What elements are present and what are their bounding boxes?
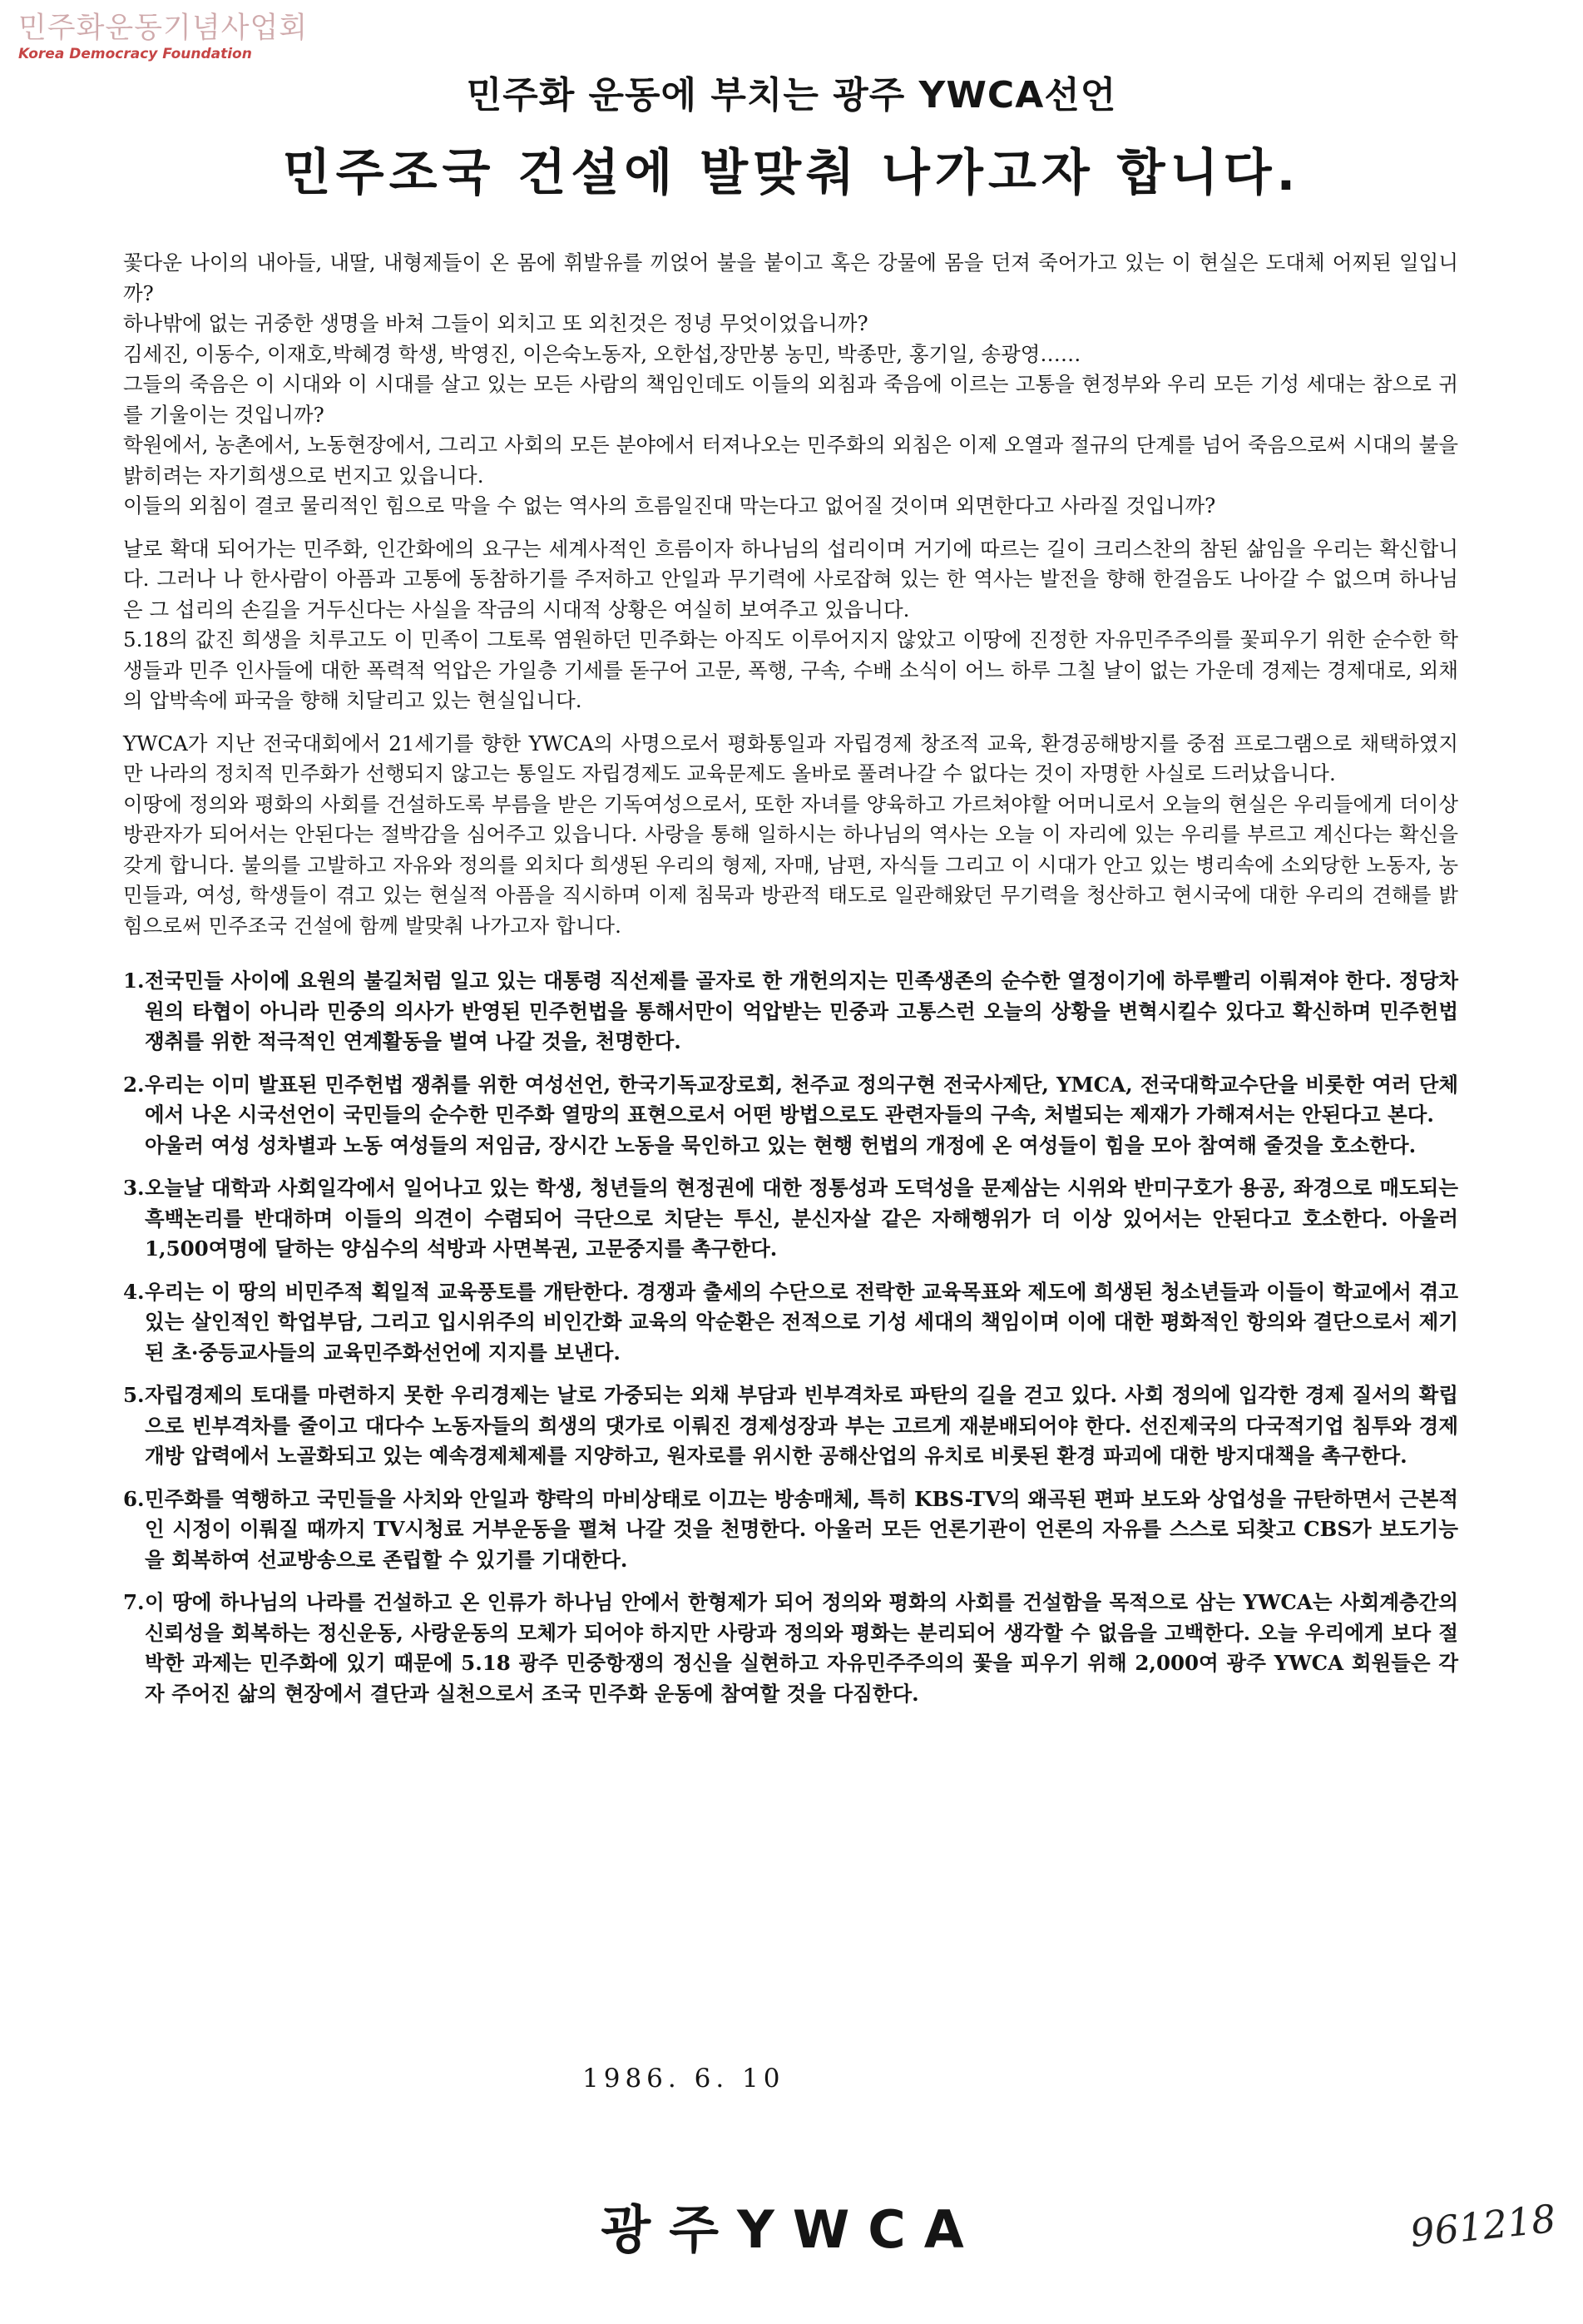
watermark-logo [18, 12, 308, 63]
resolution-item-1 [123, 966, 1458, 1058]
section2-paragraph: 날로 확대 되어가는 민주화, 인간화에의 요구는 세계사적인 흐름이자 하나님의 섭리이며 거기에 따르는 길이 크리스찬의 참된 삶임을 우리는 확신합니다. 그러나 나 한사람이 아픔과 고통에 동참하기를 주저하고 안일과 무기력에 사로잡혀 있는 한 역사는 발전을 향해 한걸음도 나아갈 수 없으며 하나님은 그 섭리의 손길을 거두신다는 사실을 작금의 시대적 상황은 여실히 보여주고 있읍니다. [123, 536, 1458, 622]
item-text: 전국민들 사이에 요원의 불길처럼 일고 있는 대통령 직선제를 골자로 한 개헌의지는 민족생존의 순수한 열정이기에 하루빨리 이뤄져야 한다. 정당차원의 타협이 아니라 민중의 의사가 반영된 민주헌법을 통해서만이 억압받는 민중과 고통스런 오늘의 상황을 변혁시킬수 있다고 확신하며 민주헌법 쟁취를 위한 적극적인 연계활동을 벌여 나갈 것을, 천명한다. [145, 969, 1458, 1053]
resolution-item-2 [123, 1070, 1458, 1162]
item-text: 우리는 이미 발표된 민주헌법 쟁취를 위한 여성선언, 한국기독교장로회, 천주교 정의구현 전국사제단, YMCA, 전국대학교수단을 비롯한 여러 단체에서 나온 시국선언이 국민들의 순수한 민주화 열망의 표현으로서 어떤 방법으로도 관련자들의 구속, 처벌되는 제재가 가해져서는 안된다고 본다. [145, 1072, 1458, 1127]
watermark-english: Korea Democracy Foundation [18, 46, 252, 62]
resolution-item-6 [123, 1484, 1458, 1576]
intro-paragraph: 이들의 외침이 결코 물리적인 힘으로 막을 수 없는 역사의 흐름일진대 막는다고 없어질 것이며 외면한다고 사라질 것입니까? [123, 493, 1216, 518]
handwritten-note: 961218 [1407, 2195, 1558, 2257]
signature-organization: 광주YWCA [601, 2199, 982, 2260]
item-text-block [145, 1070, 1458, 1162]
resolution-item-5 [123, 1380, 1458, 1472]
intro-paragraph: 하나밖에 없는 귀중한 생명을 바쳐 그들이 외치고 또 외친것은 정녕 무엇이었읍니까? [123, 311, 868, 335]
item-text: 우리는 이 땅의 비민주적 획일적 교육풍토를 개탄한다. 경쟁과 출세의 수단으로 전락한 교육목표와 제도에 희생된 청소년들과 이들이 학교에서 겪고 있는 살인적인 학업부담, 그리고 입시위주의 비인간화 교육의 악순환은 전적으로 기성 세대의 책임이며 이에 대한 평화적인 항의와 결단으로서 제기된 초·중등교사들의 교육민주화선언에 지지를 보낸다. [145, 1279, 1458, 1365]
item-text-continued: 아울러 여성 성차별과 노동 여성들의 저임금, 장시간 노동을 묵인하고 있는 현행 헌법의 개정에 온 여성들이 힘을 모아 참여해 줄것을 호소한다. [145, 1132, 1417, 1157]
intro-paragraph: 그들의 죽음은 이 시대와 이 시대를 살고 있는 모든 사람의 책임인데도 이들의 외침과 죽음에 이르는 고통을 현정부와 우리 모든 기성 세대는 참으로 귀를 기울이는 것입니까? [123, 372, 1458, 427]
intro-paragraph: 꽃다운 나이의 내아들, 내딸, 내형제들이 온 몸에 휘발유를 끼얹어 불을 붙이고 혹은 강물에 몸을 던져 죽어가고 있는 이 현실은 도대체 어찌된 일입니까? [123, 250, 1458, 305]
resolution-item-4 [123, 1277, 1458, 1369]
watermark-korean: 민주화운동기념사업회 [18, 12, 309, 45]
resolution-item-3 [123, 1173, 1458, 1265]
section3-paragraph: 이땅에 정의와 평화의 사회를 건설하도록 부름을 받은 기독여성으로서, 또한 자녀를 양육하고 가르쳐야할 어머니로서 오늘의 현실은 우리들에게 더이상 방관자가 되어서는 안된다는 절박감을 심어주고 있읍니다. 사랑을 통해 일하시는 하나님의 역사는 오늘 이 자리에 있는 우리를 부르고 계신다는 확신을 갖게 합니다. 불의를 고발하고 자유와 정의를 외치다 희생된 우리의 형제, 자매, 남편, 자식들 그리고 이 시대가 안고 있는 병리속에 소외당한 노동자, 농민들과, 여성, 학생들이 겪고 있는 현실적 아픔을 직시하며 이제 침묵과 방관적 태도로 일관해왔던 무기력을 청산하고 현시국에 대한 우리의 견해를 밝힘으로써 민주조국 건설에 함께 발맞춰 나가고자 합니다. [123, 791, 1458, 938]
item-number: 5. [123, 1383, 145, 1407]
item-text: 오늘날 대학과 사회일각에서 일어나고 있는 학생, 청년들의 현정권에 대한 정통성과 도덕성을 문제삼는 시위와 반미구호가 용공, 좌경으로 매도되는 흑백논리를 반대하며 이들의 의견이 수렴되어 극단으로 치닫는 투신, 분신자살 같은 자해행위가 더 이상 있어서는 안된다고 호소한다. 아울러 1,500여명에 달하는 양심수의 석방과 사면복권, 고문중지를 촉구한다. [145, 1176, 1458, 1261]
item-number: 2. [123, 1072, 145, 1097]
item-number: 4. [123, 1279, 145, 1304]
document-date: 1986. 6. 10 [582, 2064, 785, 2094]
document-body [123, 248, 1458, 1709]
item-number: 7. [123, 1590, 145, 1614]
intro-paragraph: 학원에서, 농촌에서, 노동현장에서, 그리고 사회의 모든 분야에서 터져나오는 민주화의 외침은 이제 오열과 절규의 단계를 넘어 죽음으로써 시대의 불을 밝히려는 자기희생으로 번지고 있읍니다. [123, 433, 1458, 488]
item-text: 자립경제의 토대를 마련하지 못한 우리경제는 날로 가중되는 외채 부담과 빈부격차로 파탄의 길을 걷고 있다. 사회 정의에 입각한 경제 질서의 확립으로 빈부격차를 줄이고 대다수 노동자들의 희생의 댓가로 이뤄진 경제성장과 부는 고르게 재분배되어야 한다. 선진제국의 다국적기업 침투와 경제개방 압력에서 노골화되고 있는 예속경제체제를 지양하고, 원자로를 위시한 공해산업의 유치로 비롯된 환경 파괴에 대한 방지대책을 촉구한다. [145, 1383, 1458, 1468]
item-number: 1. [123, 969, 145, 993]
item-text: 민주화를 역행하고 국민들을 사치와 안일과 향락의 마비상태로 이끄는 방송매체, 특히 KBS-TV의 왜곡된 편파 보도와 상업성을 규탄하면서 근본적인 시정이 이뤄질 때까지 TV시청료 거부운동을 펼쳐 나갈 것을 천명한다. 아울러 모든 언론기관이 언론의 자유를 스스로 되찾고 CBS가 보도기능을 회복하여 선교방송으로 존립할 수 있기를 기대한다. [145, 1486, 1458, 1572]
intro-paragraph: 김세진, 이동수, 이재호,박혜경 학생, 박영진, 이은숙노동자, 오한섭,장만봉 농민, 박종만, 홍기일, 송광영…… [123, 341, 1081, 366]
document-title-line2: 민주조국 건설에 발맞춰 나가고자 합니다. [282, 144, 1301, 202]
item-number: 3. [123, 1176, 145, 1200]
document-title-line1: 민주화 운동에 부치는 광주 YWCA선언 [466, 74, 1117, 116]
resolution-item-7 [123, 1588, 1458, 1709]
item-number: 6. [123, 1486, 145, 1511]
section3-paragraph: YWCA가 지난 전국대회에서 21세기를 향한 YWCA의 사명으로서 평화통일과 자립경제 창조적 교육, 환경공해방지를 중점 프로그램으로 채택하였지만 나라의 정치적 민주화가 선행되지 않고는 통일도 자립경제도 교육문제도 올바로 풀려나갈 수 없다는 것이 자명한 사실로 드러났읍니다. [123, 731, 1458, 785]
item-text: 이 땅에 하나님의 나라를 건설하고 온 인류가 하나님 안에서 한형제가 되어 정의와 평화의 사회를 건설함을 목적으로 삼는 YWCA는 사회계층간의 신뢰성을 회복하는 정신운동, 사랑운동의 모체가 되어야 하지만 사랑과 정의와 평화는 분리되어 생각할 수 없음을 고백한다. 오늘 우리에게 보다 절박한 과제는 민주화에 있기 때문에 5.18 광주 민중항쟁의 정신을 실현하고 자유민주주의의 꽃을 피우기 위해 2,000여 광주 YWCA 회원들은 각자 주어진 삶의 현장에서 결단과 실천으로서 조국 민주화 운동에 참여할 것을 다짐한다. [145, 1590, 1458, 1706]
section2-paragraph: 5.18의 값진 희생을 치루고도 이 민족이 그토록 염원하던 민주화는 아직도 이루어지지 않았고 이땅에 진정한 자유민주주의를 꽃피우기 위한 순수한 학생들과 민주 인사들에 대한 폭력적 억압은 가일층 기세를 돋구어 고문, 폭행, 구속, 수배 소식이 어느 하루 그칠 날이 없는 가운데 경제는 경제대로, 외채의 압박속에 파국을 향해 치달리고 있는 현실입니다. [123, 627, 1458, 712]
